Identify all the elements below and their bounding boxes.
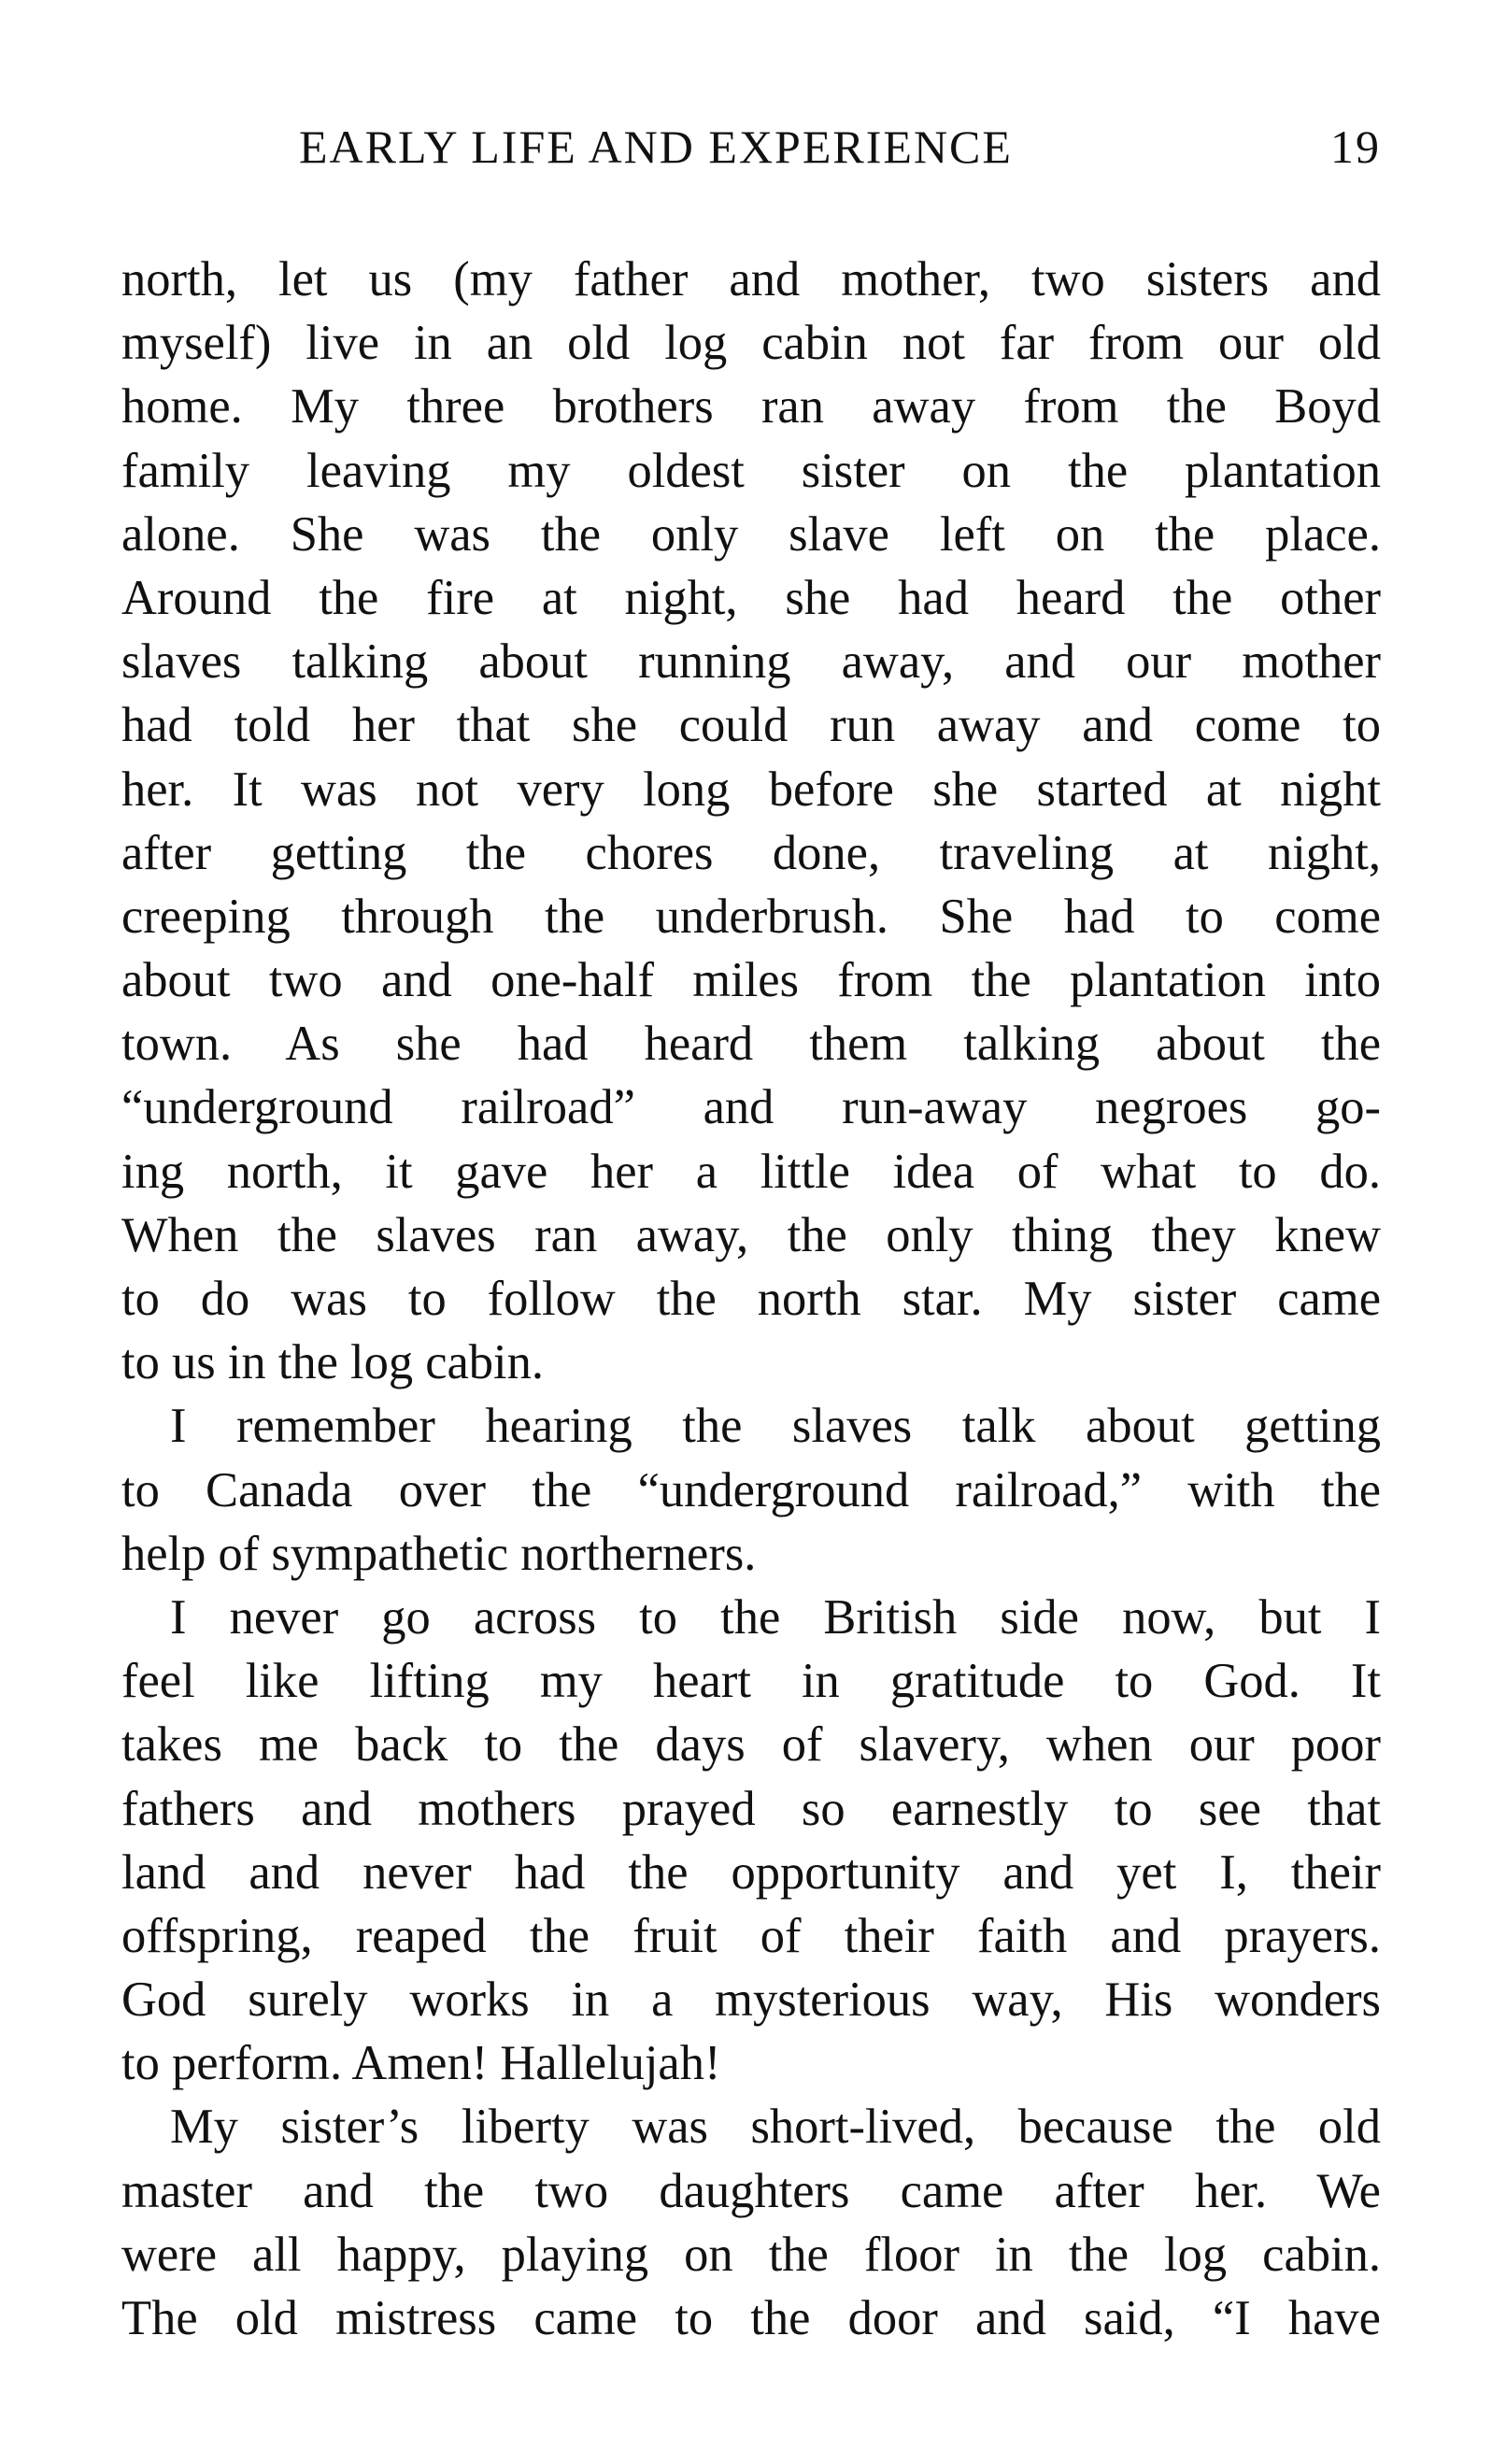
text-line: after getting the chores done, traveling at night, bbox=[121, 825, 1381, 880]
text-line: to do was to follow the north star. My sister came bbox=[121, 1272, 1381, 1326]
text-line: her. It was not very long before she started at night bbox=[121, 762, 1381, 817]
text-line: slaves talking about running away, and our mother bbox=[121, 634, 1381, 690]
text-line: had told her that she could run away and come to bbox=[121, 698, 1381, 753]
text-line: about two and one-half miles from the plantation into bbox=[121, 953, 1381, 1008]
text-line: creeping through the underbrush. She had to come bbox=[121, 889, 1381, 944]
text-line: God surely works in a mysterious way, His wonders bbox=[121, 1973, 1381, 2028]
text-line: help of sympathetic northerners. bbox=[121, 1526, 757, 1581]
text-line: home. My three brothers ran away from the Boyd bbox=[121, 379, 1381, 434]
text-line: fathers and mothers prayed so earnestly to see that bbox=[121, 1781, 1381, 1836]
text-line: to us in the log cabin. bbox=[121, 1335, 545, 1390]
text-line: to perform. Amen! Hallelujah! bbox=[121, 2036, 721, 2091]
text-line: offspring, reaped the fruit of their faith and prayers. bbox=[121, 1908, 1381, 1963]
text-line: land and never had the opportunity and yet I, their bbox=[121, 1844, 1381, 1900]
text-line: Around the fire at night, she had heard the other bbox=[121, 570, 1381, 625]
text-line: were all happy, playing on the floor in the log cabin. bbox=[121, 2227, 1381, 2282]
text-line: master and the two daughters came after her. We bbox=[121, 2163, 1381, 2218]
text-line: feel like lifting my heart in gratitude to God. It bbox=[121, 1654, 1381, 1709]
text-line: I never go across to the British side now, but I bbox=[170, 1589, 1381, 1645]
body-text bbox=[121, 248, 1381, 2350]
running-head bbox=[121, 120, 1381, 185]
text-line: town. As she had heard them talking about the bbox=[121, 1017, 1381, 1072]
text-line: to Canada over the “underground railroad,” with the bbox=[121, 1462, 1381, 1517]
text-line: The old mistress came to the door and said, “I have bbox=[121, 2291, 1381, 2345]
text-line: alone. She was the only slave left on the place. bbox=[121, 506, 1381, 562]
text-line: north, let us (my father and mother, two sisters and bbox=[121, 252, 1381, 306]
page-number: 19 bbox=[1330, 121, 1381, 173]
text-line: When the slaves ran away, the only thing they knew bbox=[121, 1207, 1381, 1262]
text-line: takes me back to the days of slavery, when our poor bbox=[121, 1717, 1381, 1773]
running-title: EARLY LIFE AND EXPERIENCE bbox=[299, 121, 1013, 173]
text-line: My sister’s liberty was short-lived, because the old bbox=[170, 2100, 1381, 2155]
text-line: “underground railroad” and run-away negroes go- bbox=[121, 1080, 1381, 1135]
text-line: ing north, it gave her a little idea of what to do. bbox=[121, 1144, 1381, 1199]
text-line: family leaving my oldest sister on the plantation bbox=[121, 443, 1381, 498]
text-line: myself) live in an old log cabin not far from our old bbox=[121, 316, 1381, 371]
text-line: I remember hearing the slaves talk about getting bbox=[170, 1399, 1381, 1454]
